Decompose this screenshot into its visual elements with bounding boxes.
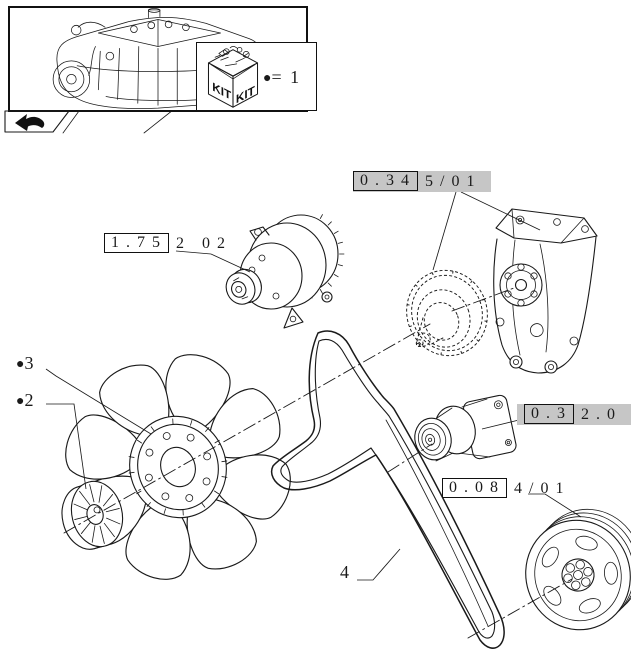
ref-section-suffix: 5/01 <box>425 173 482 190</box>
ref-label-alternator[interactable] <box>104 233 232 254</box>
kit-quantity-legend <box>263 67 301 88</box>
callout-number: 2 <box>24 390 34 410</box>
fan-support-bracket-drawing[interactable] <box>494 209 597 373</box>
kit-equals-text: = 1 <box>271 67 302 87</box>
callout-item-3[interactable] <box>16 353 33 374</box>
alternator-drawing[interactable] <box>221 215 344 328</box>
back-arrow-icon <box>15 114 44 131</box>
callout-bullet-icon: ● <box>16 394 25 409</box>
ref-section-suffix: 2 02 <box>176 235 232 252</box>
callout-item-4[interactable] <box>340 562 349 583</box>
crankshaft-pulley-drawing[interactable] <box>509 496 631 644</box>
kit-cube-icon <box>201 45 265 111</box>
ref-label-crankshaft-pulley[interactable] <box>442 478 570 499</box>
water-pump-drawing[interactable] <box>410 394 517 464</box>
ref-section-box: 0.08 <box>442 478 507 498</box>
ref-section-suffix: 4/01 <box>514 480 571 497</box>
ref-section-box: 1.75 <box>104 233 169 253</box>
fan-drawing[interactable] <box>59 348 298 587</box>
callout-item-2[interactable] <box>16 390 33 411</box>
tab-slash-line <box>63 111 79 133</box>
callout-number: 4 <box>340 562 349 582</box>
callout-bullet-icon: ● <box>16 357 25 372</box>
ref-label-water-pump[interactable] <box>517 404 631 425</box>
kit-cube-right-label: KIT <box>235 83 255 107</box>
ref-section-suffix: 2.0 <box>581 406 622 423</box>
ref-label-fan-drive[interactable] <box>353 171 491 192</box>
fan-drive-pulley-drawing[interactable] <box>395 259 500 367</box>
callout-number: 3 <box>24 353 34 373</box>
kit-bullet-icon: ● <box>263 71 272 86</box>
back-arrow-tab[interactable] <box>3 110 88 136</box>
ref-section-box: 0.3 <box>524 404 574 424</box>
kit-cube-left-label: KIT <box>212 79 232 103</box>
ref-section-box: 0.34 <box>353 171 418 191</box>
kit-legend-box <box>196 42 317 111</box>
